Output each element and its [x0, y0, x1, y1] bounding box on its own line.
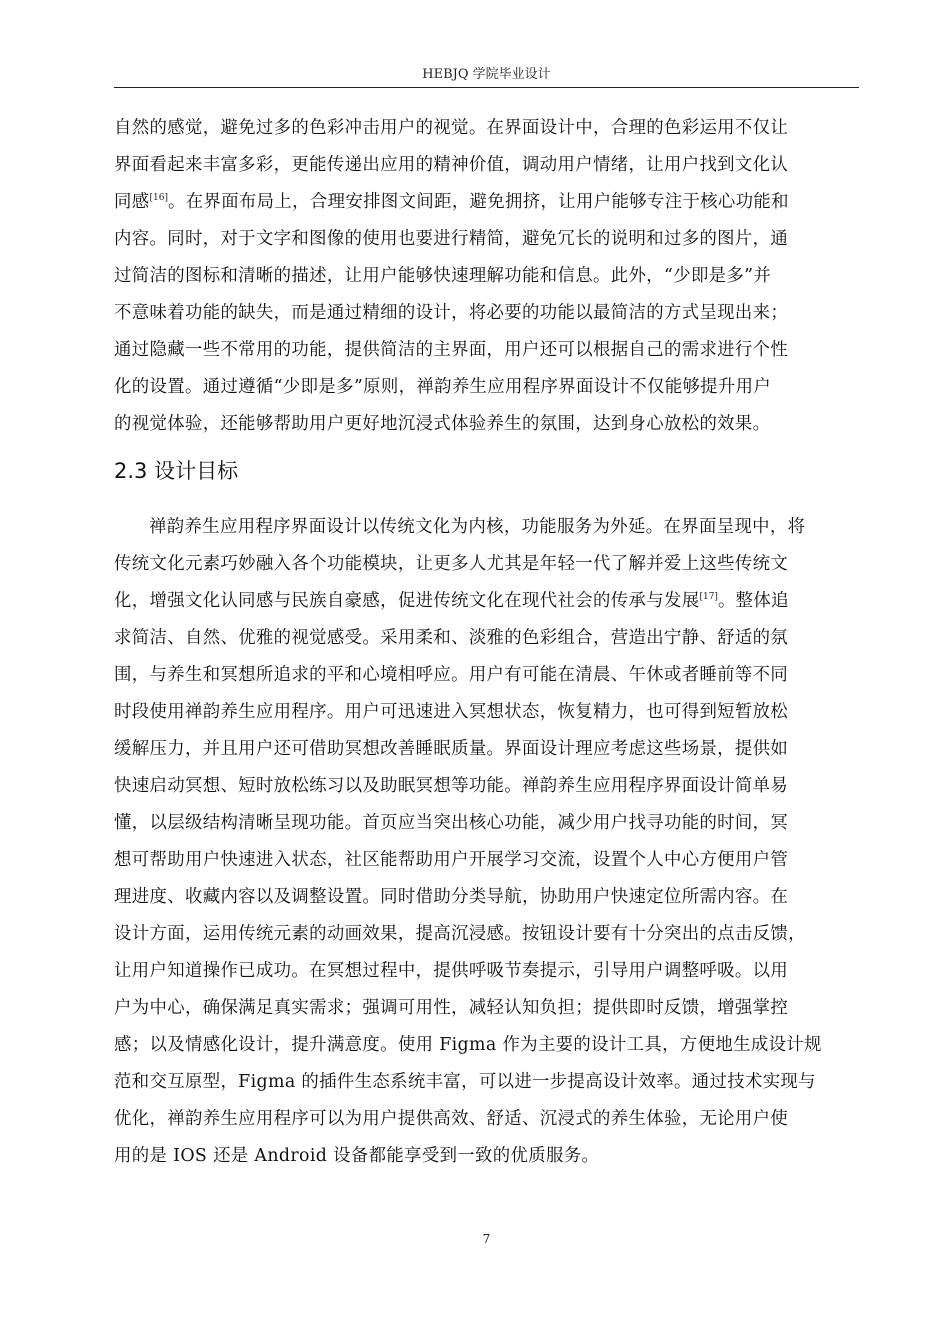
text-line: 让用户知道操作已成功。在冥想过程中，提供呼吸节奏提示，引导用户调整呼吸。以用	[114, 961, 789, 981]
text-line: 优化，禅韵养生应用程序可以为用户提供高效、舒适、沉浸式的养生体验，无论用户使	[114, 1109, 789, 1129]
page-number: 7	[482, 1232, 491, 1246]
text-line	[114, 583, 859, 620]
text-fragment: 化，增强文化认同感与民族自豪感，促进传统文化在现代社会的传承与发展	[114, 591, 700, 611]
page-header-title: HEBJQ 学院毕业设计	[422, 67, 551, 82]
text-line: 传统文化元素巧妙融入各个功能模块，让更多人尤其是年轻一代了解并爱上这些传统文	[114, 554, 789, 574]
text-line: 化的设置。通过遵循“少即是多”原则，禅韵养生应用程序界面设计不仅能够提升用户	[114, 377, 772, 397]
citation-reference[interactable]: [16]	[149, 193, 168, 203]
text-fragment: 同感	[114, 192, 150, 212]
text-line: 户为中心，确保满足真实需求；强调可用性，减轻认知负担；提供即时反馈，增强掌控	[114, 998, 789, 1018]
text-line: 不意味着功能的缺失，而是通过精细的设计，将必要的功能以最简洁的方式呈现出来；	[114, 303, 789, 323]
text-line: 用的是 IOS 还是 Android 设备都能享受到一致的优质服务。	[114, 1146, 600, 1166]
text-line: 界面看起来丰富多彩，更能传递出应用的精神价值，调动用户情绪，让用户找到文化认	[114, 155, 789, 175]
text-line: 的视觉体验，还能够帮助用户更好地沉浸式体验养生的氛围，达到身心放松的效果。	[114, 414, 771, 434]
text-line: 求简洁、自然、优雅的视觉感受。采用柔和、淡雅的色彩组合，营造出宁静、舒适的氛	[114, 628, 789, 648]
text-line: 自然的感觉，避免过多的色彩冲击用户的视觉。在界面设计中，合理的色彩运用不仅让	[114, 118, 789, 138]
section-heading: 2.3 设计目标	[114, 459, 239, 483]
intro-paragraph	[114, 110, 859, 443]
text-line: 内容。同时，对于文字和图像的使用也要进行精简，避免冗长的说明和过多的图片，通	[114, 229, 789, 249]
text-line: 理进度、收藏内容以及调整设置。同时借助分类导航，协助用户快速定位所需内容。在	[114, 887, 789, 907]
text-line: 时段使用禅韵养生应用程序。用户可迅速进入冥想状态，恢复精力，也可得到短暂放松	[114, 702, 789, 722]
text-line: 围，与养生和冥想所追求的平和心境相呼应。用户有可能在清晨、午休或者睡前等不同	[114, 665, 789, 685]
text-line	[114, 184, 859, 221]
text-line: 范和交互原型，Figma 的插件生态系统丰富，可以进一步提高设计效率。通过技术实现与	[114, 1072, 816, 1092]
text-fragment: 。在界面布局上，合理安排图文间距，避免拥挤，让用户能够专注于核心功能和	[167, 192, 789, 212]
main-paragraph	[114, 509, 859, 1175]
text-line: 快速启动冥想、短时放松练习以及助眠冥想等功能。禅韵养生应用程序界面设计简单易	[114, 776, 789, 796]
text-line: 禅韵养生应用程序界面设计以传统文化为内核，功能服务为外延。在界面呈现中，将	[149, 517, 806, 537]
text-line: 设计方面，运用传统元素的动画效果，提高沉浸感。按钮设计要有十分突出的点击反馈，	[114, 924, 806, 944]
header-divider	[114, 87, 859, 88]
citation-reference[interactable]: [17]	[699, 592, 718, 602]
text-line: 懂，以层级结构清晰呈现功能。首页应当突出核心功能，减少用户找寻功能的时间，冥	[114, 813, 789, 833]
text-line: 通过隐藏一些不常用的功能，提供简洁的主界面，用户还可以根据自己的需求进行个性	[114, 340, 789, 360]
text-line: 感；以及情感化设计，提升满意度。使用 Figma 作为主要的设计工具，方便地生成设计规	[114, 1035, 822, 1055]
text-line: 过简洁的图标和清晰的描述，让用户能够快速理解功能和信息。此外，“少即是多”并	[114, 266, 772, 286]
text-line: 想可帮助用户快速进入状态，社区能帮助用户开展学习交流，设置个人中心方便用户管	[114, 850, 789, 870]
text-fragment: 。整体追	[717, 591, 789, 611]
text-line: 缓解压力，并且用户还可借助冥想改善睡眠质量。界面设计理应考虑这些场景，提供如	[114, 739, 789, 759]
